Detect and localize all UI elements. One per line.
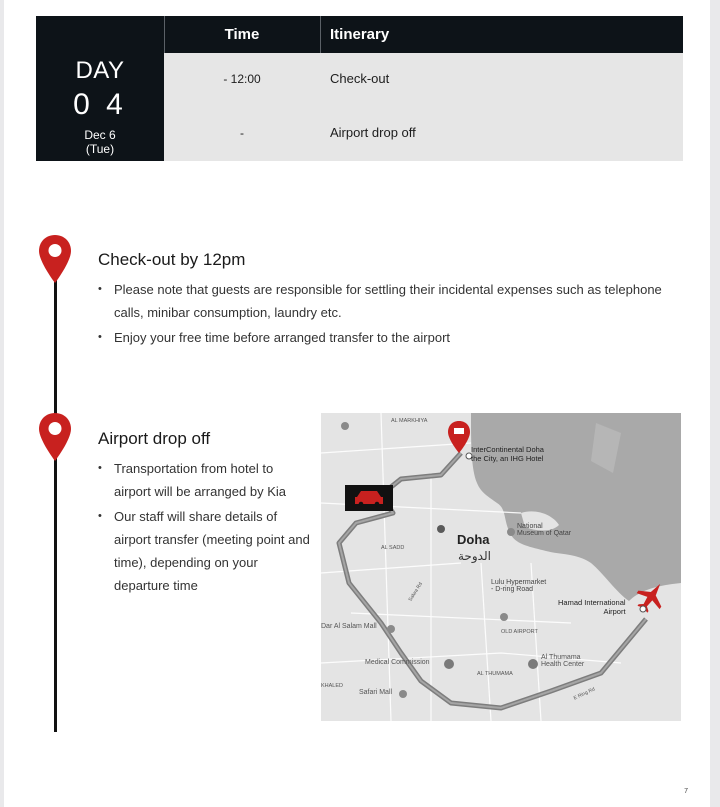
table-body xyxy=(164,53,683,161)
header-divider xyxy=(320,16,321,53)
map-label-hotel-line: InterContinental Doha xyxy=(471,445,544,454)
list-item: • Transportation from hotel to airport will be arranged by Kia xyxy=(98,457,310,503)
checkout-title: Check-out by 12pm xyxy=(98,250,246,269)
location-pin-icon xyxy=(38,412,72,462)
map-label-area: AL THUMAMA xyxy=(477,671,513,677)
map-label-museum-line: National xyxy=(517,523,543,530)
day-number: 0 4 xyxy=(73,88,127,121)
row-itinerary: Airport drop off xyxy=(330,125,416,140)
day-weekday: (Tue) xyxy=(85,142,115,156)
map-label-city-arabic: الدوحة xyxy=(458,549,491,563)
map-label-airport xyxy=(558,598,626,616)
map-label-health-line: Health Center xyxy=(541,661,585,668)
day-label: DAY xyxy=(75,57,125,84)
page-number: 7 xyxy=(684,788,688,795)
map-label-area: AL MARKHIYA xyxy=(391,418,428,424)
dropoff-bullets xyxy=(98,457,310,597)
table-header xyxy=(36,16,683,53)
timeline-line xyxy=(54,270,57,732)
row-time: - xyxy=(240,126,244,140)
map-label-lulu-line: - D-ring Road xyxy=(491,586,534,593)
route-map[interactable] xyxy=(321,413,681,721)
map-label-mall: Dar Al Salam Mall xyxy=(321,623,377,630)
itinerary-page xyxy=(4,0,710,807)
map-label-medical: Medical Commission xyxy=(365,659,430,666)
map-label-lulu xyxy=(491,579,546,593)
header-time: Time xyxy=(224,26,260,43)
map-label-health-center xyxy=(541,654,584,668)
table-row xyxy=(164,107,683,161)
day-date-text: Dec 6 xyxy=(84,128,116,142)
map-label-museum xyxy=(517,523,571,537)
map-label-city: Doha xyxy=(457,532,490,547)
map-label-road: Salwa Rd xyxy=(407,581,424,603)
map-label-mall: Safari Mall xyxy=(359,689,393,696)
checkout-bullets xyxy=(98,278,683,349)
map-label-area: OLD AIRPORT xyxy=(501,629,538,635)
map-label-area: AL SADD xyxy=(381,545,405,551)
list-item: • Our staff will share details of airport transfer (meeting point and time), depending on your departure time xyxy=(98,505,310,597)
dropoff-title: Airport drop off xyxy=(98,429,211,448)
map-label-hotel-line: the City, an IHG Hotel xyxy=(471,454,544,463)
map-label-airport-line: Hamad International xyxy=(558,598,626,607)
map-label-road: E Ring Rd xyxy=(572,686,596,702)
list-item: • Enjoy your free time before arranged transfer to the airport xyxy=(98,326,683,349)
map-label-health-line: Al Thumama xyxy=(541,654,581,661)
location-pin-icon xyxy=(38,234,72,284)
day-cell xyxy=(36,53,164,161)
day-date xyxy=(36,128,164,156)
map-label-area: KHALED xyxy=(321,683,344,689)
row-itinerary: Check-out xyxy=(330,71,390,86)
table-row xyxy=(164,53,683,107)
header-itinerary: Itinerary xyxy=(330,26,390,43)
map-label-airport-line: Airport xyxy=(603,607,626,616)
map-label-museum-line: Museum of Qatar xyxy=(517,530,572,537)
list-item: • Please note that guests are responsible for settling their incidental expenses such as telephone calls, minibar consumption, laundry etc. xyxy=(98,278,683,324)
map-label-lulu-line: Lulu Hypermarket xyxy=(491,579,547,586)
row-time: - 12:00 xyxy=(223,72,261,86)
map-label-hotel xyxy=(471,445,544,463)
